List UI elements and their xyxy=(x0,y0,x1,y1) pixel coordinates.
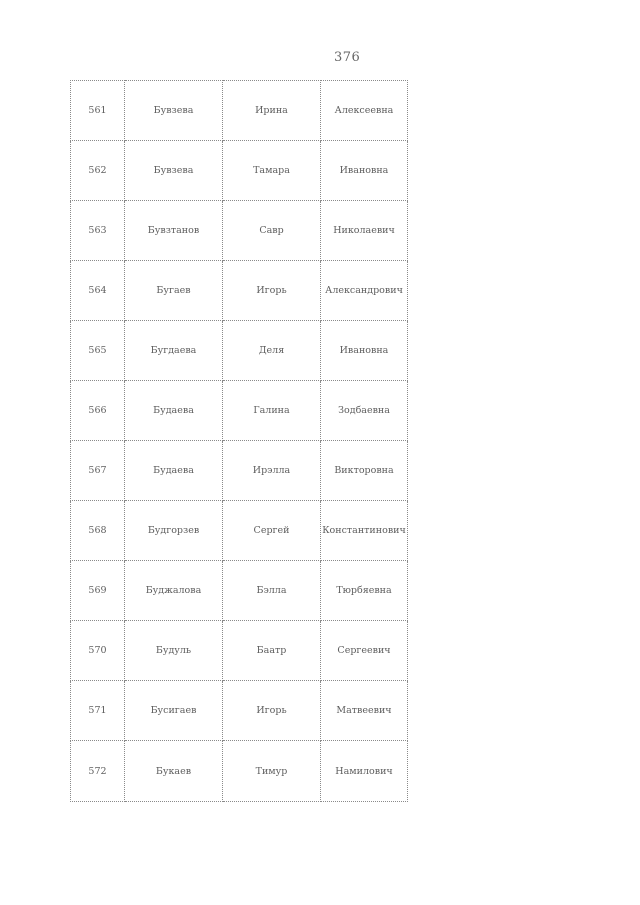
row-number: 569 xyxy=(71,561,125,621)
names-table xyxy=(70,80,408,802)
row-number: 567 xyxy=(71,441,125,501)
surname-cell: Бугаев xyxy=(125,261,223,321)
surname-cell: Бувзева xyxy=(125,81,223,141)
patronymic-cell: Алексеевна xyxy=(321,81,408,141)
first-name-cell: Тамара xyxy=(223,141,321,201)
first-name-cell: Тимур xyxy=(223,741,321,802)
surname-cell: Бувзтанов xyxy=(125,201,223,261)
surname-cell: Бугдаева xyxy=(125,321,223,381)
table-row xyxy=(71,681,408,741)
row-number: 565 xyxy=(71,321,125,381)
patronymic-cell: Ивановна xyxy=(321,321,408,381)
surname-cell: Будгорзев xyxy=(125,501,223,561)
surname-cell: Бувзева xyxy=(125,141,223,201)
patronymic-cell: Викторовна xyxy=(321,441,408,501)
first-name-cell: Сергей xyxy=(223,501,321,561)
page-number: 376 xyxy=(334,50,361,65)
table-row xyxy=(71,81,408,141)
row-number: 571 xyxy=(71,681,125,741)
first-name-cell: Деля xyxy=(223,321,321,381)
patronymic-cell: Зодбаевна xyxy=(321,381,408,441)
row-number: 566 xyxy=(71,381,125,441)
surname-cell: Буджалова xyxy=(125,561,223,621)
row-number: 563 xyxy=(71,201,125,261)
table-row xyxy=(71,741,408,802)
row-number: 568 xyxy=(71,501,125,561)
table-row xyxy=(71,381,408,441)
first-name-cell: Баатр xyxy=(223,621,321,681)
surname-cell: Будаева xyxy=(125,441,223,501)
row-number: 572 xyxy=(71,741,125,802)
row-number: 561 xyxy=(71,81,125,141)
surname-cell: Будаева xyxy=(125,381,223,441)
table-row xyxy=(71,321,408,381)
table-row xyxy=(71,201,408,261)
patronymic-cell: Николаевич xyxy=(321,201,408,261)
row-number: 570 xyxy=(71,621,125,681)
table-row xyxy=(71,621,408,681)
first-name-cell: Ирэлла xyxy=(223,441,321,501)
patronymic-cell: Ивановна xyxy=(321,141,408,201)
first-name-cell: Бэлла xyxy=(223,561,321,621)
table-row xyxy=(71,501,408,561)
patronymic-cell: Александрович xyxy=(321,261,408,321)
patronymic-cell: Матвеевич xyxy=(321,681,408,741)
surname-cell: Букаев xyxy=(125,741,223,802)
patronymic-cell: Сергеевич xyxy=(321,621,408,681)
surname-cell: Бусигаев xyxy=(125,681,223,741)
patronymic-cell: Тюрбяевна xyxy=(321,561,408,621)
table-row xyxy=(71,141,408,201)
surname-cell: Будуль xyxy=(125,621,223,681)
first-name-cell: Игорь xyxy=(223,261,321,321)
row-number: 562 xyxy=(71,141,125,201)
first-name-cell: Ирина xyxy=(223,81,321,141)
table-row xyxy=(71,261,408,321)
patronymic-cell: Намилович xyxy=(321,741,408,802)
row-number: 564 xyxy=(71,261,125,321)
table-row xyxy=(71,561,408,621)
patronymic-cell: Константинович xyxy=(321,501,408,561)
first-name-cell: Галина xyxy=(223,381,321,441)
first-name-cell: Савр xyxy=(223,201,321,261)
table-row xyxy=(71,441,408,501)
first-name-cell: Игорь xyxy=(223,681,321,741)
